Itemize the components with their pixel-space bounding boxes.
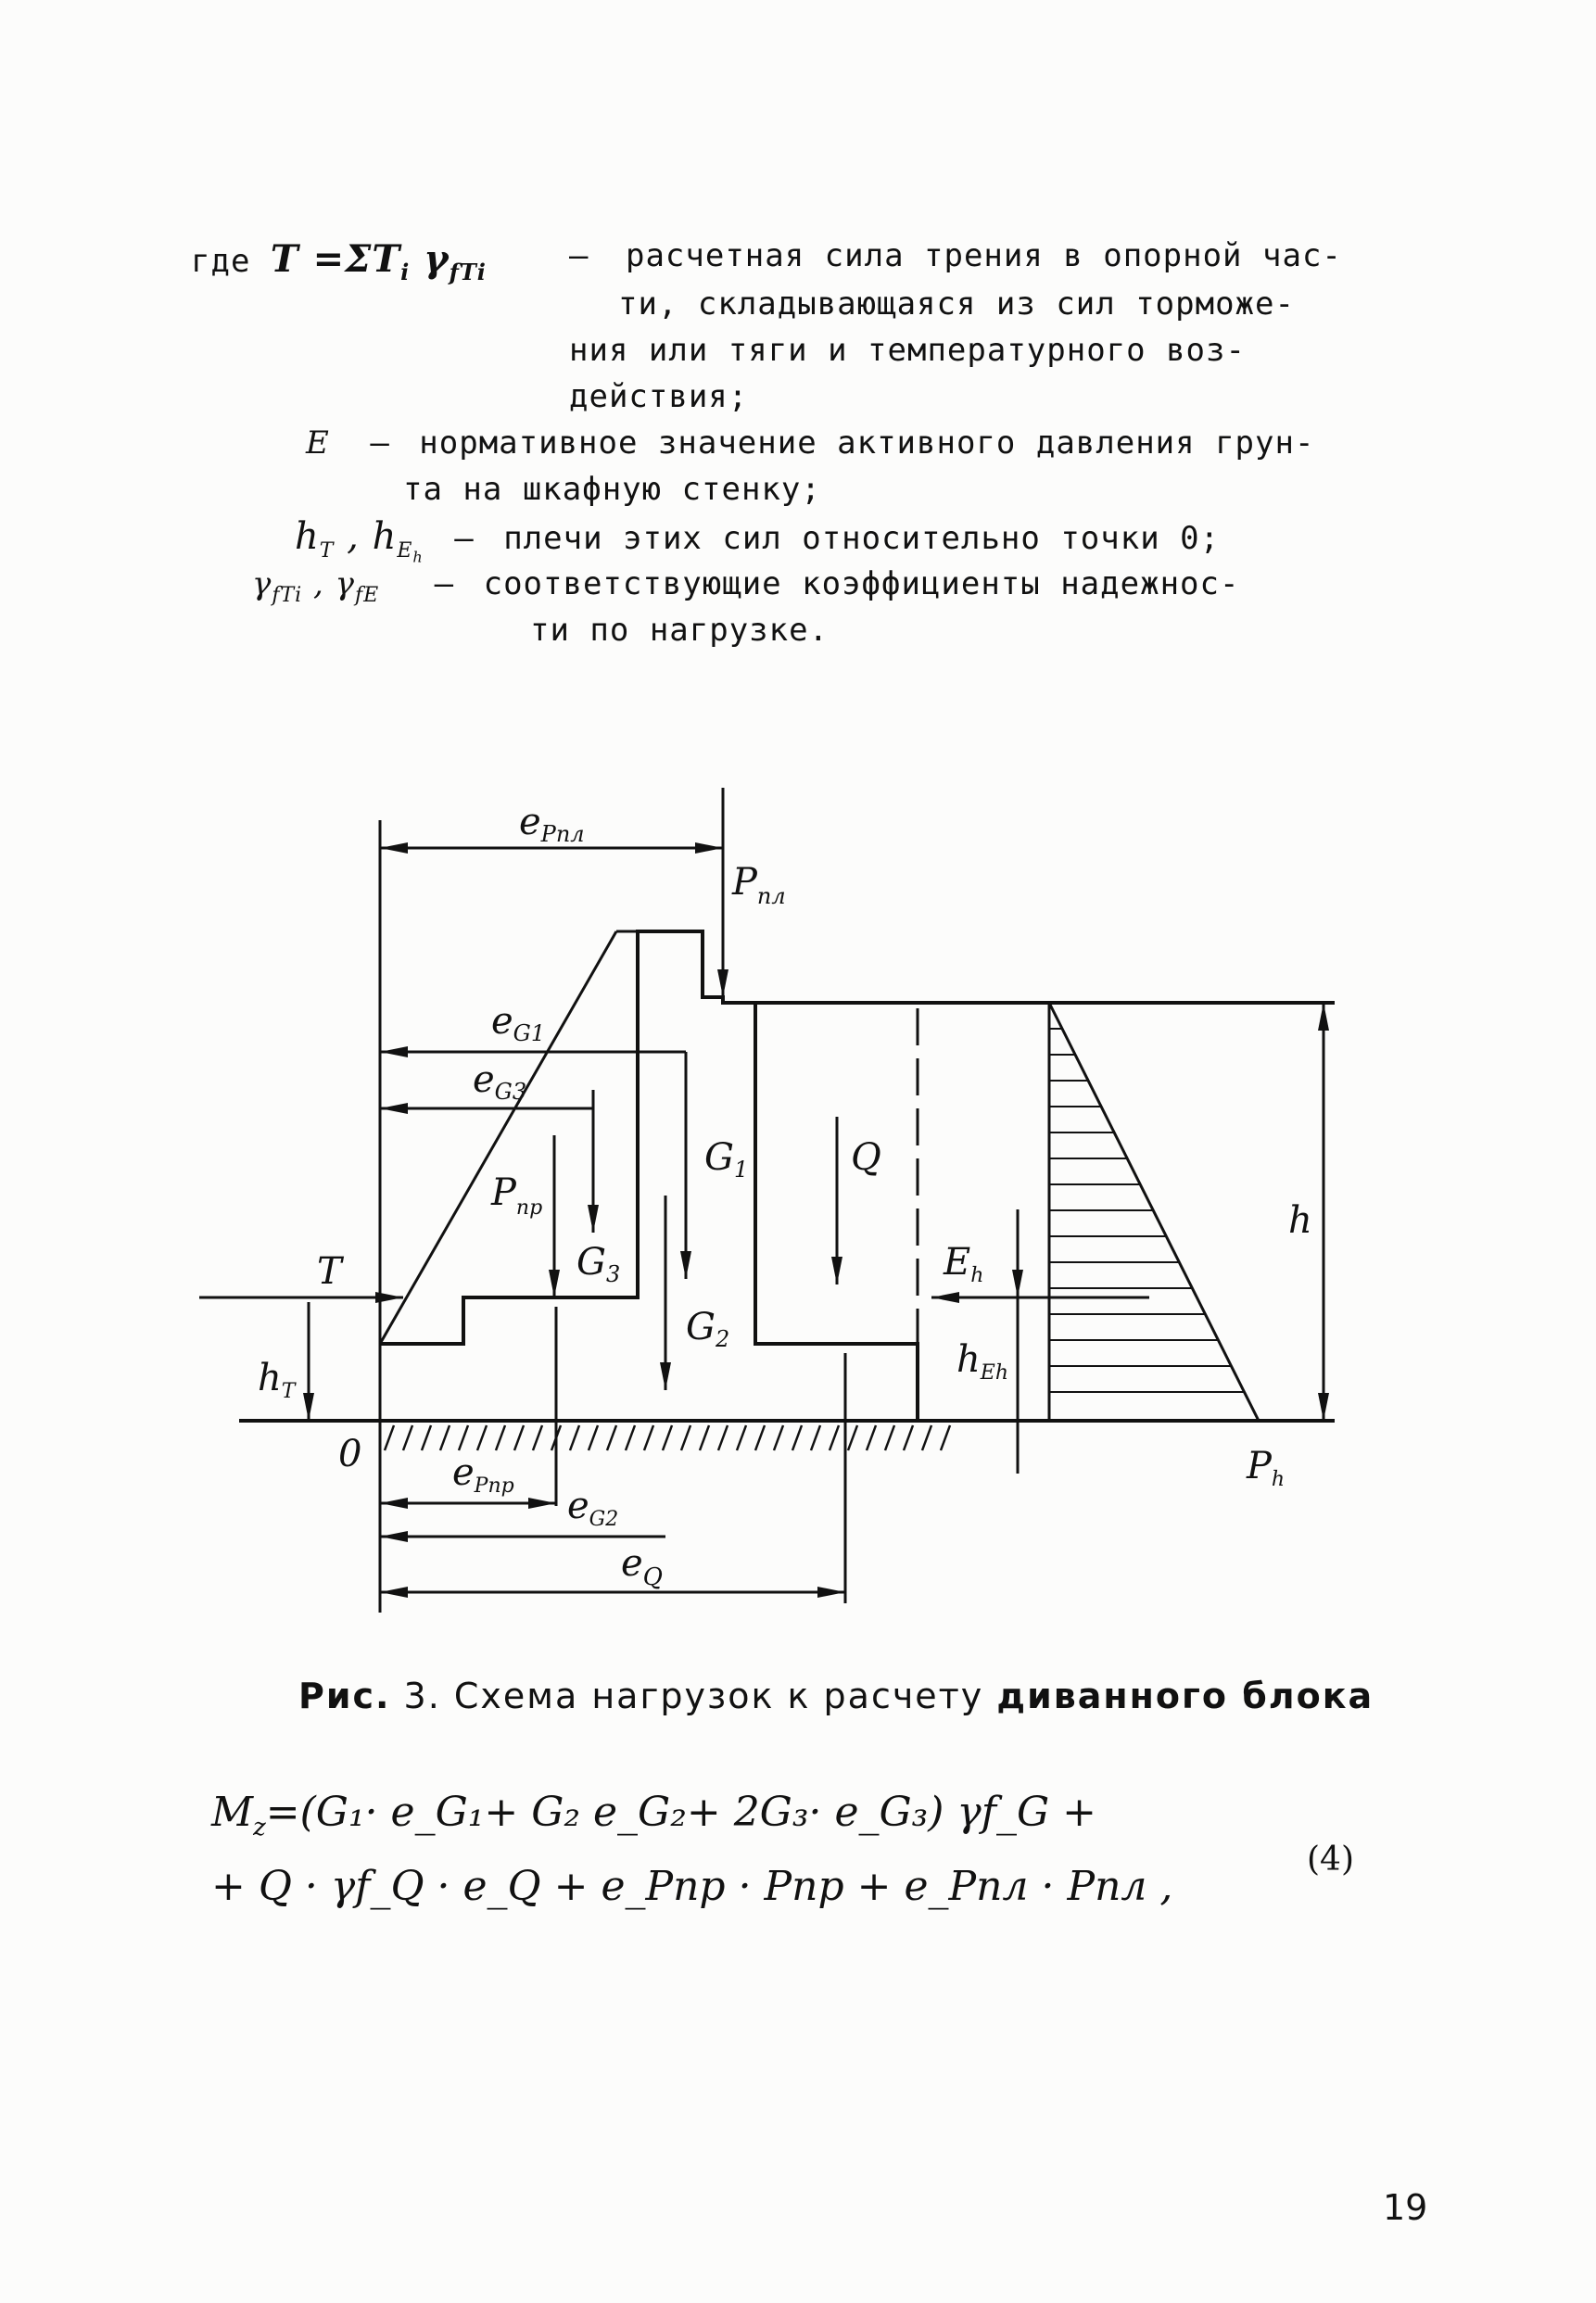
formula-m: M — [211, 1789, 254, 1836]
def-t-dash: – — [569, 237, 589, 274]
label-t: T — [317, 1250, 342, 1293]
page-number: 19 — [1383, 2187, 1428, 2228]
label-q: Q — [851, 1136, 881, 1179]
def-t-desc-2: ти, складывающаяся из сил торможе- — [618, 285, 1295, 323]
soil-pressure-hyp — [1049, 1003, 1259, 1421]
label-e-g2: $e_{G2}$ — [567, 1485, 619, 1531]
def-gamma-desc-1: соответствующие коэффициенты надежнос- — [483, 565, 1240, 602]
def-t-desc-1: расчетная сила трения в опорной час- — [625, 237, 1342, 274]
def-t-symbol: $T =\Sigma T_i$ $\gamma_{fTi}$ — [270, 237, 487, 285]
label-p-pr: $P_{пр}$ — [491, 1171, 543, 1220]
def-gamma-dash: – — [434, 565, 455, 602]
def-e-dash: – — [370, 424, 390, 462]
formula-line-1-rest: =(G₁· e_G₁+ G₂ e_G₂+ 2G₃· e_G₃) γf_G + — [265, 1789, 1097, 1836]
caption-number: 3. — [403, 1676, 441, 1716]
label-e-q: $e_Q$ — [621, 1542, 663, 1591]
soil-pressure-hatching — [1049, 1029, 1244, 1392]
label-origin: 0 — [338, 1433, 362, 1475]
caption-bold-text: диванного блока — [996, 1676, 1374, 1716]
def-gamma-symbol: $\gamma_{fTi}$ , $\gamma_{fE}$ — [252, 565, 380, 607]
label-e-ppr: $e_{Pпр}$ — [452, 1451, 514, 1498]
def-gamma-desc-2: ти по нагрузке. — [530, 612, 830, 649]
def-h-symbol: $h_T$ , $h_{E_h}$ — [295, 515, 424, 566]
equation-number: (4) — [1307, 1841, 1354, 1879]
figure-caption — [298, 1676, 1374, 1716]
label-p-h: $P_h$ — [1247, 1445, 1286, 1491]
ground-hatch — [385, 1425, 950, 1450]
label-e-ppl: $e_{Pпл}$ — [519, 801, 585, 847]
label-heh: $h_{Eh}$ — [956, 1338, 1008, 1385]
def-h-dash: – — [454, 520, 475, 557]
def-t-desc-4: действия; — [569, 378, 749, 415]
def-e-symbol: E — [306, 424, 330, 462]
def-h-desc: плечи этих сил относительно точки 0; — [503, 520, 1221, 557]
def-e-desc-2: та на шкафную стенку; — [403, 471, 821, 508]
caption-text: Схема нагрузок к расчету — [453, 1676, 984, 1716]
label-h: h — [1288, 1199, 1312, 1242]
formula-m-sub: z — [253, 1813, 266, 1841]
label-e-g1: $e_{G1}$ — [491, 1000, 546, 1046]
caption-prefix: Рис. — [298, 1676, 391, 1716]
label-g3: $G_3$ — [576, 1241, 621, 1287]
formula-line-1 — [211, 1789, 1096, 1841]
label-ht: $h_T$ — [258, 1357, 296, 1403]
def-t-prefix: где — [191, 243, 271, 280]
formula-line-2: + Q · γf_Q · e_Q + e_Pпр · Pпр + e_Pпл · Pпл , — [211, 1863, 1173, 1910]
label-eh: $E_h$ — [944, 1241, 984, 1287]
label-e-g3: $e_{G3}$ — [473, 1058, 527, 1105]
def-t-desc-3: ния или тяги и температурного воз- — [569, 332, 1246, 369]
label-g2: $G_2$ — [686, 1306, 730, 1352]
def-e-desc-1: нормативное значение активного давления грун- — [419, 424, 1315, 462]
label-g1: $G_1$ — [704, 1136, 749, 1183]
label-p-pl: $P_{пл}$ — [732, 861, 786, 909]
